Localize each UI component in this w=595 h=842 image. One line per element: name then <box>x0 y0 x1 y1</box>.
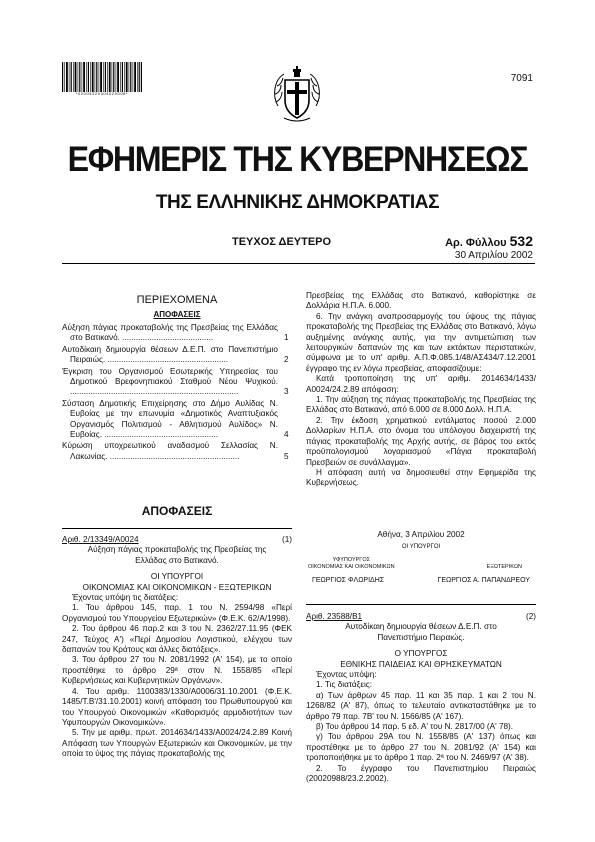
toc-item: Κύρωση υποχρεωτικού αναδασμού Σελλασίας Ν. Λακωνίας. ......................................................... 5 <box>62 441 289 461</box>
continuation-text: Πρεσβείας της Ελλάδας στο Βατικανό, καθορίστηκε σε Δολλάρια Η.Π.Α. 6.000. <box>306 291 536 311</box>
toc-item: Αύξηση πάγιας προκαταβολής της Πρεσβείας της Ελλάδας στο Βατικανό. ........................................ 1 <box>62 323 289 343</box>
masthead-title: ΕΦΗΜΕΡΙΣ ΤΗΣ ΚΥΒΕΡΝΗΣΕΩΣ <box>67 140 528 179</box>
decision-paragraph: 5. Την με αριθμ. πρωτ. 2014634/1433/Α0024/24.2.89 Κοινή Απόφαση των Υπουργών Εξωτερικών και Οικονομικών, με την οποία το ύψος της πάγιας προκαταβολής της <box>62 728 292 759</box>
publication-note: Η απόφαση αυτή να δημοσιευθεί στην Εφημερίδα της Κυβερνήσεως. <box>306 467 536 488</box>
issue-date: 30 Απριλίου 2002 <box>454 250 533 261</box>
issuer-line-1: Ο ΥΠΟΥΡΓΟΣ <box>394 649 448 659</box>
decision-item: 2. Το έγγραφο του Πανεπιστημίου Πειραιώς (20020988/23.2.2002). <box>306 763 536 784</box>
signature-block <box>306 530 536 584</box>
decision-number: Αριθ. 23588/Β1 <box>306 612 363 621</box>
signer-names <box>306 577 536 584</box>
decision-item: 1. Την αύξηση της πάγιας προκαταβολής της Πρεσβείας της Ελλάδας στο Βατικανό, από 6.000 σε 8.000 Δολλ. Η.Π.Α. <box>306 395 536 415</box>
place-date: Αθήνα, 3 Απριλίου 2002 <box>377 530 465 539</box>
sheet-number <box>445 233 533 249</box>
decision-subitem: α) Των άρθρων 45 παρ. 11 και 35 παρ. 1 και 2 του Ν. 1268/82 (Α' 87), όπως το τελευταίο αντικαταστάθηκε με το άρθρο 79 παρ. 7Β' του Ν. 1566/85 (Α' 167). <box>306 690 536 721</box>
issuer-line-1: ΟΙ ΥΠΟΥΡΓΟΙ <box>150 572 204 582</box>
section-rule <box>62 528 292 529</box>
decision-subitem: β) Του άρθρου 14 παρ. 5 εδ. Α' του Ν. 2817/00 (Α' 78). <box>316 722 514 732</box>
toc-item: Έγκριση του Οργανισμού Εσωτερικής Υπηρεσίας του Δημοτικού Βρεφονηπιακού Σταθμού Νέου Ψυχικού. .......................................................................... 3 <box>62 366 289 397</box>
signer-1-name: ΓΕΩΡΓΙΟΣ ΦΛΩΡΙΔΗΣ <box>312 576 385 584</box>
signer-2-name: ΓΕΩΡΓΙΟΣ Α. ΠΑΠΑΝΔΡΕΟΥ <box>437 576 530 584</box>
page-number: 7091 <box>510 73 533 84</box>
toc-title: ΠΕΡΙΕΧΟΜΕΝΑ <box>136 294 218 306</box>
decision-intro: Έχοντας υπόψη: <box>316 670 377 680</box>
toc-list <box>62 323 292 463</box>
decision-marker: (1) <box>281 535 292 544</box>
sheet-number-value: 532 <box>509 233 533 249</box>
decision-separator <box>306 604 536 605</box>
signer-roles <box>306 557 536 571</box>
barcode-number: *02005320304020008* <box>75 91 129 96</box>
masthead-subtitle: ΤΗΣ ΕΛΛΗΝΙΚΗΣ ΔΗΜΟΚΡΑΤΙΑΣ <box>155 192 440 213</box>
toc-item: Σύσταση Δημοτικής Επιχείρησης στο Δήμο Αυλίδας Ν. Ευβοίας με την επωνυμία «Δημοτικός Αναπτυξιακός Οργανισμός Πολιτισμού - Αθλητισμού Αυλίδος» Ν. Ευβοίας. .................................................. 4 <box>62 398 289 440</box>
paragraph-6: 6. Την ανάγκη αναπροσαρμογής του ύψους της πάγιας προκαταβολής της Πρεσβείας της Ελλάδας στο Βατικανό, λόγω αυξημένης ανάγκης αυτής, για την αντιμετώπιση των λειτουργικών δαπανών της και των εκτάκτων περιστατικών, σύμφωνα με το υπ' αριθμ. Α.Π.Φ.085.1/48/ΑΣ434/7.12.2001 έγγραφο της εν λόγω πρεσβείας, αποφασίζουμε: <box>306 311 536 373</box>
decision-item: 1. Τις διατάξεις: <box>316 680 373 690</box>
signers-heading: ΟΙ ΥΠΟΥΡΓΟΙ <box>401 544 441 551</box>
decision-number-row <box>306 612 536 622</box>
sheet-label: Αρ. Φύλλου <box>445 237 507 249</box>
issuer-line-2: ΟΙΚΟΝΟΜΙΑΣ ΚΑΙ ΟΙΚΟΝΟΜΙΚΩΝ - ΕΞΩΤΕΡΙΚΩΝ <box>82 582 272 592</box>
decision-marker: (2) <box>525 612 536 621</box>
decision-item: 2. Την έκδοση χρηματικού εντάλματος ποσού 2.000 Δολλαρίων Η.Π.Α. στο όνομα του υπόλογου διαχειριστή της πάγιας προκαταβολής της Αρχής αυτής, σε βάρος του εκτός προϋπολογισμού λογαριασμού «Πάγια προκαταβολή Πρεσβειών σε συνάλλαγμα». <box>306 415 536 467</box>
decision-paragraph: 4. Του αριθμ. 1100383/1330/Α0006/31.10.2001 (Φ.Ε.Κ. 1485/Τ.Β'/31.10.2001) κοινή απόφαση του Πρωθυπουργού και του Υπουργού Οικονομικών «Καθορισμός αρμοδιοτήτων των Υφυπουργών Οικονομικών». <box>62 686 292 727</box>
issuer-line-2: ΕΘΝΙΚΗΣ ΠΑΙΔΕΙΑΣ ΚΑΙ ΘΡΗΣΚΕΥΜΑΤΩΝ <box>340 659 502 669</box>
toc-item: Αυτοδίκαιη δημιουργία θέσεων Δ.Ε.Π. στο Πανεπιστήμιο Πειραιώς. ..................................................... 2 <box>62 344 289 365</box>
right-column-text <box>306 291 536 489</box>
decision-subitem: γ) Του άρθρου 29Α του Ν. 1558/85 (Α' 137) όπως και προστέθηκε με το άρθρο 27 του Ν. 2081/92 (Α' 154) και τροποποιήθηκε με το άρθρο 1 παρ. 2ª του Ν. 2469/97 (Α' 38). <box>306 732 536 763</box>
decision-2 <box>306 612 536 785</box>
decision-intro: Κατά τροποποίηση της υπ' αριθμ. 2014634/1433/Α0024/24.2.89 απόφαση: <box>306 374 536 394</box>
decision-number: Αριθ. 2/13349/Α0024 <box>62 535 139 544</box>
issue-series: ΤΕΥΧΟΣ ΔΕΥΤΕΡΟ <box>232 236 332 248</box>
decision-1 <box>62 535 292 760</box>
decisions-heading: ΑΠΟΦΑΣΕΙΣ <box>141 504 213 518</box>
decision-intro: Έχοντας υπόψη τις διατάξεις: <box>72 593 179 603</box>
toc-subtitle: ΑΠΟΦΑΣΕΙΣ <box>153 310 201 319</box>
decision-subject: Αύξηση πάγιας προκαταβολής της Πρεσβείας της Ελλάδας στο Βατικανό. <box>87 545 267 565</box>
decision-paragraph: 2. Του άρθρου 46 παρ.2 και 3 του Ν. 2362/27.11.95 (ΦΕΚ 247, Τεύχος Α') «Περί Δημοσίου Λογιστικού, ελέγχου των δαπανών του Κράτους και άλλες διατάξεις». <box>62 624 292 655</box>
decision-number-row <box>62 535 292 545</box>
decision-paragraph: 3. Του άρθρου 27 του Ν. 2081/1992 (Α' 154), με το οποίο προστέθηκε το άρθρο 29ª στον Ν. 1558/85 «Περί Κυβερνήσεως και Κυβερνητικών Οργάνων». <box>62 655 292 686</box>
header-rule <box>62 263 535 264</box>
greek-coat-of-arms-icon <box>270 66 324 126</box>
decision-paragraph: 1. Του άρθρου 145, παρ. 1 του Ν. 2594/98 «Περί Οργανισμού του Υπουργείου Εξωτερικών» (Φ.Ε.Κ. 62/Α/1998). <box>62 603 292 623</box>
signer-2-role: ΕΞΩΤΕΡΙΚΩΝ <box>486 563 522 570</box>
barcode <box>62 62 142 92</box>
decision-subject: Αυτοδίκαιη δημιουργία θέσεων Δ.Ε.Π. στο Πανεπιστήμιο Πειραιώς. <box>345 622 497 642</box>
signer-1-role: ΥΦΥΠΟΥΡΓΟΣ ΟΙΚΟΝΟΜΙΑΣ ΚΑΙ ΟΙΚΟΝΟΜΙΚΩΝ <box>308 556 395 570</box>
